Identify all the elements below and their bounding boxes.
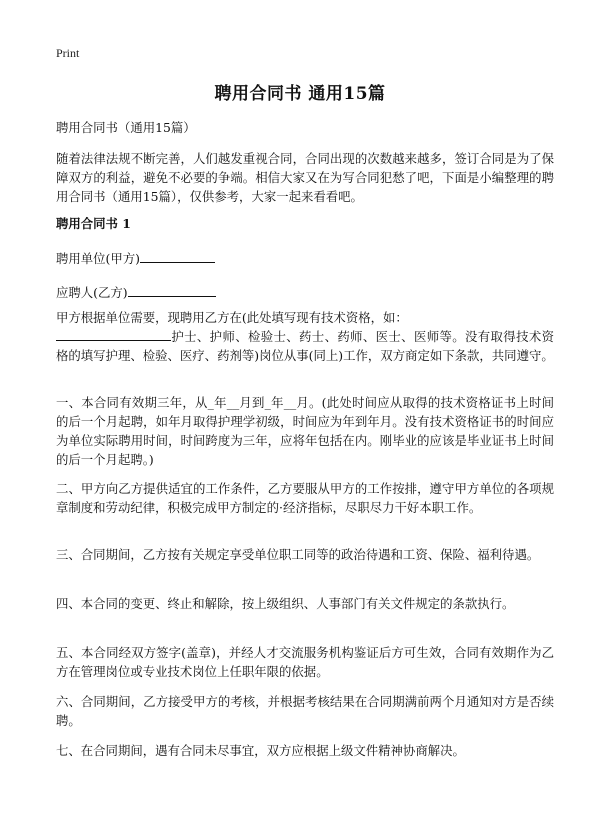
section-heading: 聘用合同书 1 xyxy=(56,216,131,231)
intro-clause xyxy=(56,308,554,365)
clause-7: 七、在合同期间，遇有合同未尽事宜，双方应根据上级文件精神协商解决。 xyxy=(56,743,465,758)
intro-paragraph: 随着法律法规不断完善，人们越发重视合同，合同出现的次数越来越多，签订合同是为了保障双方的利益，避免不必要的争端。相信大家又在为写合同犯愁了吧，下面是小编整理的聘用合同书（通用15篇），仅供参考，大家一起来看看吧。 xyxy=(56,151,554,204)
document-subtitle: 聘用合同书（通用15篇） xyxy=(56,120,196,135)
intro-clause-part-a: 甲方根据单位需要，现聘用乙方在(此处填写现有技术资格，如： xyxy=(56,310,408,325)
clause-6: 六、合同期间，乙方接受甲方的考核，并根据考核结果在合同期满前两个月通知对方是否续聘。 xyxy=(56,694,554,728)
employer-blank xyxy=(140,250,215,263)
clause-4: 四、本合同的变更、终止和解除，按上级组织、人事部门有关文件规定的条款执行。 xyxy=(56,596,515,611)
clause-5: 五、本合同经双方签字(盖章)，并经人才交流服务机构鉴证后方可生效，合同有效期作为乙方在管理岗位或专业技术岗位上任职年限的依据。 xyxy=(56,645,554,679)
intro-clause-part-b: 护士、护师、检验士、药士、药师、医士、医师等。没有取得技术资格的填写护理、检验、医疗、药剂等)岗位从事(同上)工作，双方商定如下条款，共同遵守。 xyxy=(56,329,554,363)
clause-3: 三、合同期间，乙方按有关规定享受单位职工同等的政治待遇和工资、保险、福利待遇。 xyxy=(56,547,540,562)
employee-blank xyxy=(128,284,216,297)
employer-label: 聘用单位(甲方) xyxy=(56,251,141,266)
employee-label: 应聘人(乙方) xyxy=(56,285,128,300)
clause-1: 一、本合同有效期三年，从_年__月到_年__月。(此处时间应从取得的技术资格证书上时间的后一个月起聘，如年月取得护理学初级，时间应为年到年月。没有技术资格证书的时间应为单位实际聘用时间，时间跨度为三年，应将年包括在内。刚毕业的应该是毕业证书上时间的后一个月起聘。) xyxy=(56,395,554,467)
page-title: 聘用合同书 通用15篇 xyxy=(214,84,386,104)
clause-2: 二、甲方向乙方提供适宜的工作条件，乙方要服从甲方的工作按排，遵守甲方单位的各项规章制度和劳动纪律，积极完成甲方制定的·经济指标，尽职尽力干好本职工作。 xyxy=(56,481,554,515)
employee-line xyxy=(56,283,554,302)
qualification-blank xyxy=(56,328,171,341)
print-link[interactable]: Print xyxy=(56,46,80,60)
employer-line xyxy=(56,249,554,268)
